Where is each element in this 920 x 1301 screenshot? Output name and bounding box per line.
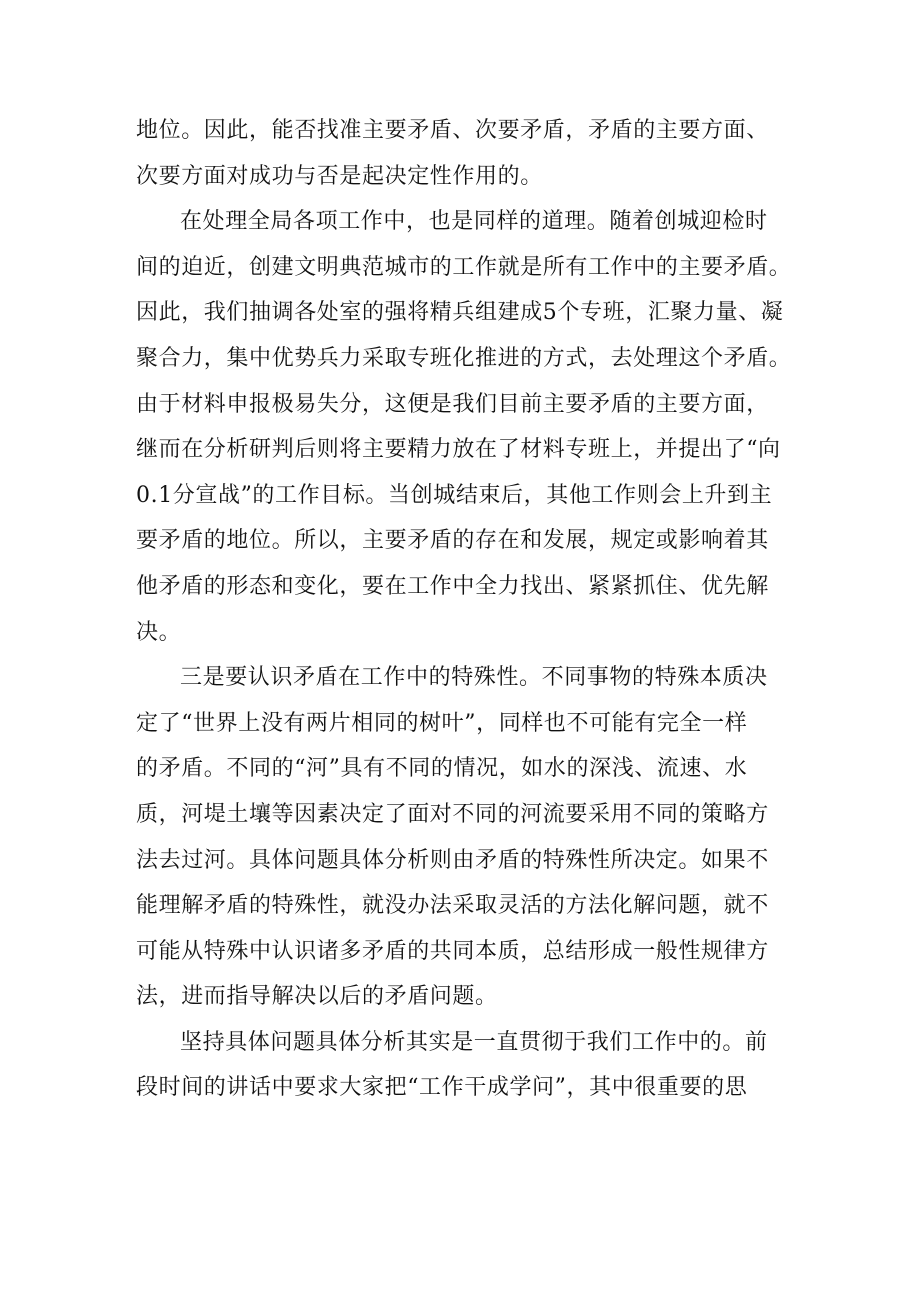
text-line: 可能从特殊中认识诸多矛盾的共同本质，总结形成一般性规律方 xyxy=(136,938,769,964)
text-line: 地位。因此，能否找准主要矛盾、次要矛盾，矛盾的主要方面、 xyxy=(136,118,769,143)
paragraph-1 xyxy=(136,108,786,199)
text-line: 他矛盾的形态和变化，要在工作中全力找出、紧紧抓住、优先解 xyxy=(136,573,769,599)
paragraph-3 xyxy=(136,655,786,1020)
text-line: 能理解矛盾的特殊性，就没办法采取灵活的方法化解问题，就不 xyxy=(136,893,769,919)
paragraph-4 xyxy=(136,1020,786,1111)
paragraph-2 xyxy=(136,199,792,655)
text-line: 法，进而指导解决以后的矛盾问题。 xyxy=(136,984,498,1010)
text-line: 的矛盾。不同的“河”具有不同的情况，如水的深浅、流速、水 xyxy=(136,756,748,782)
text-line: 0.1分宣战”的工作目标。当创城结束后，其他工作则会上升到主 xyxy=(136,482,773,508)
text-line: 坚持具体问题具体分析其实是一直贯彻于我们工作中的。前 xyxy=(180,1029,768,1055)
text-line: 因此，我们抽调各处室的强将精兵组建成5个专班，汇聚力量、凝 xyxy=(136,300,784,326)
text-line: 在处理全局各项工作中，也是同样的道理。随着创城迎检时 xyxy=(180,209,768,235)
text-line: 段时间的讲话中要求大家把“工作干成学问”，其中很重要的思 xyxy=(136,1075,748,1101)
text-line: 质，河堤土壤等因素决定了面对不同的河流要采用不同的策略方 xyxy=(136,801,769,827)
text-line: 由于材料申报极易失分，这便是我们目前主要矛盾的主要方面， xyxy=(136,391,769,417)
text-line: 次要方面对成功与否是起决定性作用的。 xyxy=(136,163,543,189)
text-line: 要矛盾的地位。所以，主要矛盾的存在和发展，规定或影响着其 xyxy=(136,528,769,554)
text-line: 定了“世界上没有两片相同的树叶”，同样也不可能有完全一样 xyxy=(136,710,748,736)
document-page xyxy=(136,108,792,1111)
text-line: 聚合力，集中优势兵力采取专班化推进的方式，去处理这个矛盾。 xyxy=(136,345,792,371)
text-line: 继而在分析研判后则将主要精力放在了材料专班上，并提出了“向 xyxy=(136,437,781,463)
text-line: 间的迫近，创建文明典范城市的工作就是所有工作中的主要矛盾。 xyxy=(136,254,792,280)
text-line: 法去过河。具体问题具体分析则由矛盾的特殊性所决定。如果不 xyxy=(136,847,769,873)
text-line: 决。 xyxy=(136,619,182,645)
text-line: 三是要认识矛盾在工作中的特殊性。不同事物的特殊本质决 xyxy=(180,665,768,691)
